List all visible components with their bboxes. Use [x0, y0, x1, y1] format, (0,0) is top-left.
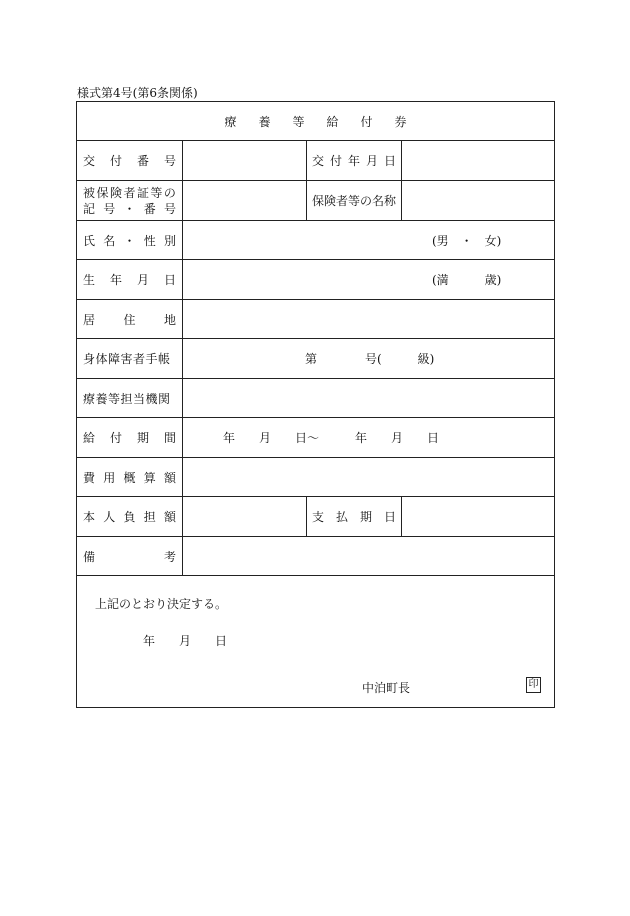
insured-card-label: 被 保 険 者 証 等 の 記 号 ・ 番 号	[77, 181, 183, 220]
cost-row	[77, 458, 554, 497]
payment-date-field[interactable]	[402, 497, 556, 536]
sex-choice[interactable]: (男 ・ 女)	[432, 233, 502, 248]
disability-book-number: 第 号( 級)	[305, 352, 435, 366]
form-table	[76, 101, 555, 708]
issue-date-label: 交 付 年 月 日	[306, 141, 402, 180]
remarks-row	[77, 537, 554, 576]
address-label: 居 住 地	[77, 300, 183, 338]
name-sex-field[interactable]	[183, 221, 556, 259]
payment-date-label: 支 払 期 日	[306, 497, 402, 536]
insurer-name-field[interactable]	[402, 181, 556, 220]
insured-card-field[interactable]	[183, 181, 306, 220]
decision-text: 上記のとおり決定する。	[95, 597, 228, 611]
institution-label: 療養等担当機関	[77, 379, 183, 417]
address-row	[77, 300, 554, 339]
cost-field[interactable]	[183, 458, 556, 496]
period-dates: 年 月 日～ 年 月 日	[223, 431, 440, 445]
remarks-label: 備 考	[77, 537, 183, 575]
remarks-field[interactable]	[183, 537, 556, 575]
period-field[interactable]	[183, 418, 556, 457]
birth-row	[77, 260, 554, 300]
institution-row	[77, 379, 554, 418]
issue-date-field[interactable]	[402, 141, 556, 180]
disability-book-row	[77, 339, 554, 379]
form-title: 療養等給付券	[224, 114, 429, 129]
issuer-name: 中泊町長	[362, 681, 411, 695]
decision-date: 年 月 日	[143, 634, 228, 648]
period-label: 給 付 期 間	[77, 418, 183, 457]
self-pay-label: 本 人 負 担 額	[77, 497, 183, 536]
issue-number-row	[77, 141, 554, 181]
seal-mark: 印	[526, 677, 541, 693]
birth-label: 生 年 月 日	[77, 260, 183, 299]
age-text: (満 歳)	[432, 273, 502, 287]
insurer-name-label: 保険者等の名称	[306, 181, 402, 220]
cost-label: 費 用 概 算 額	[77, 458, 183, 496]
period-row	[77, 418, 554, 458]
institution-field[interactable]	[183, 379, 556, 417]
address-field[interactable]	[183, 300, 556, 338]
disability-book-label: 身体障害者手帳	[77, 339, 183, 378]
birth-field[interactable]	[183, 260, 556, 299]
issue-number-field[interactable]	[183, 141, 306, 180]
insured-card-row	[77, 181, 554, 221]
issue-number-label: 交 付 番 号	[77, 141, 183, 180]
title-row	[77, 102, 554, 141]
disability-book-field[interactable]	[183, 339, 556, 378]
name-sex-label: 氏 名 ・ 性 別	[77, 221, 183, 259]
form-number: 様式第4号(第6条関係)	[77, 86, 198, 100]
name-sex-row	[77, 221, 554, 260]
self-pay-field[interactable]	[183, 497, 306, 536]
self-pay-row	[77, 497, 554, 537]
